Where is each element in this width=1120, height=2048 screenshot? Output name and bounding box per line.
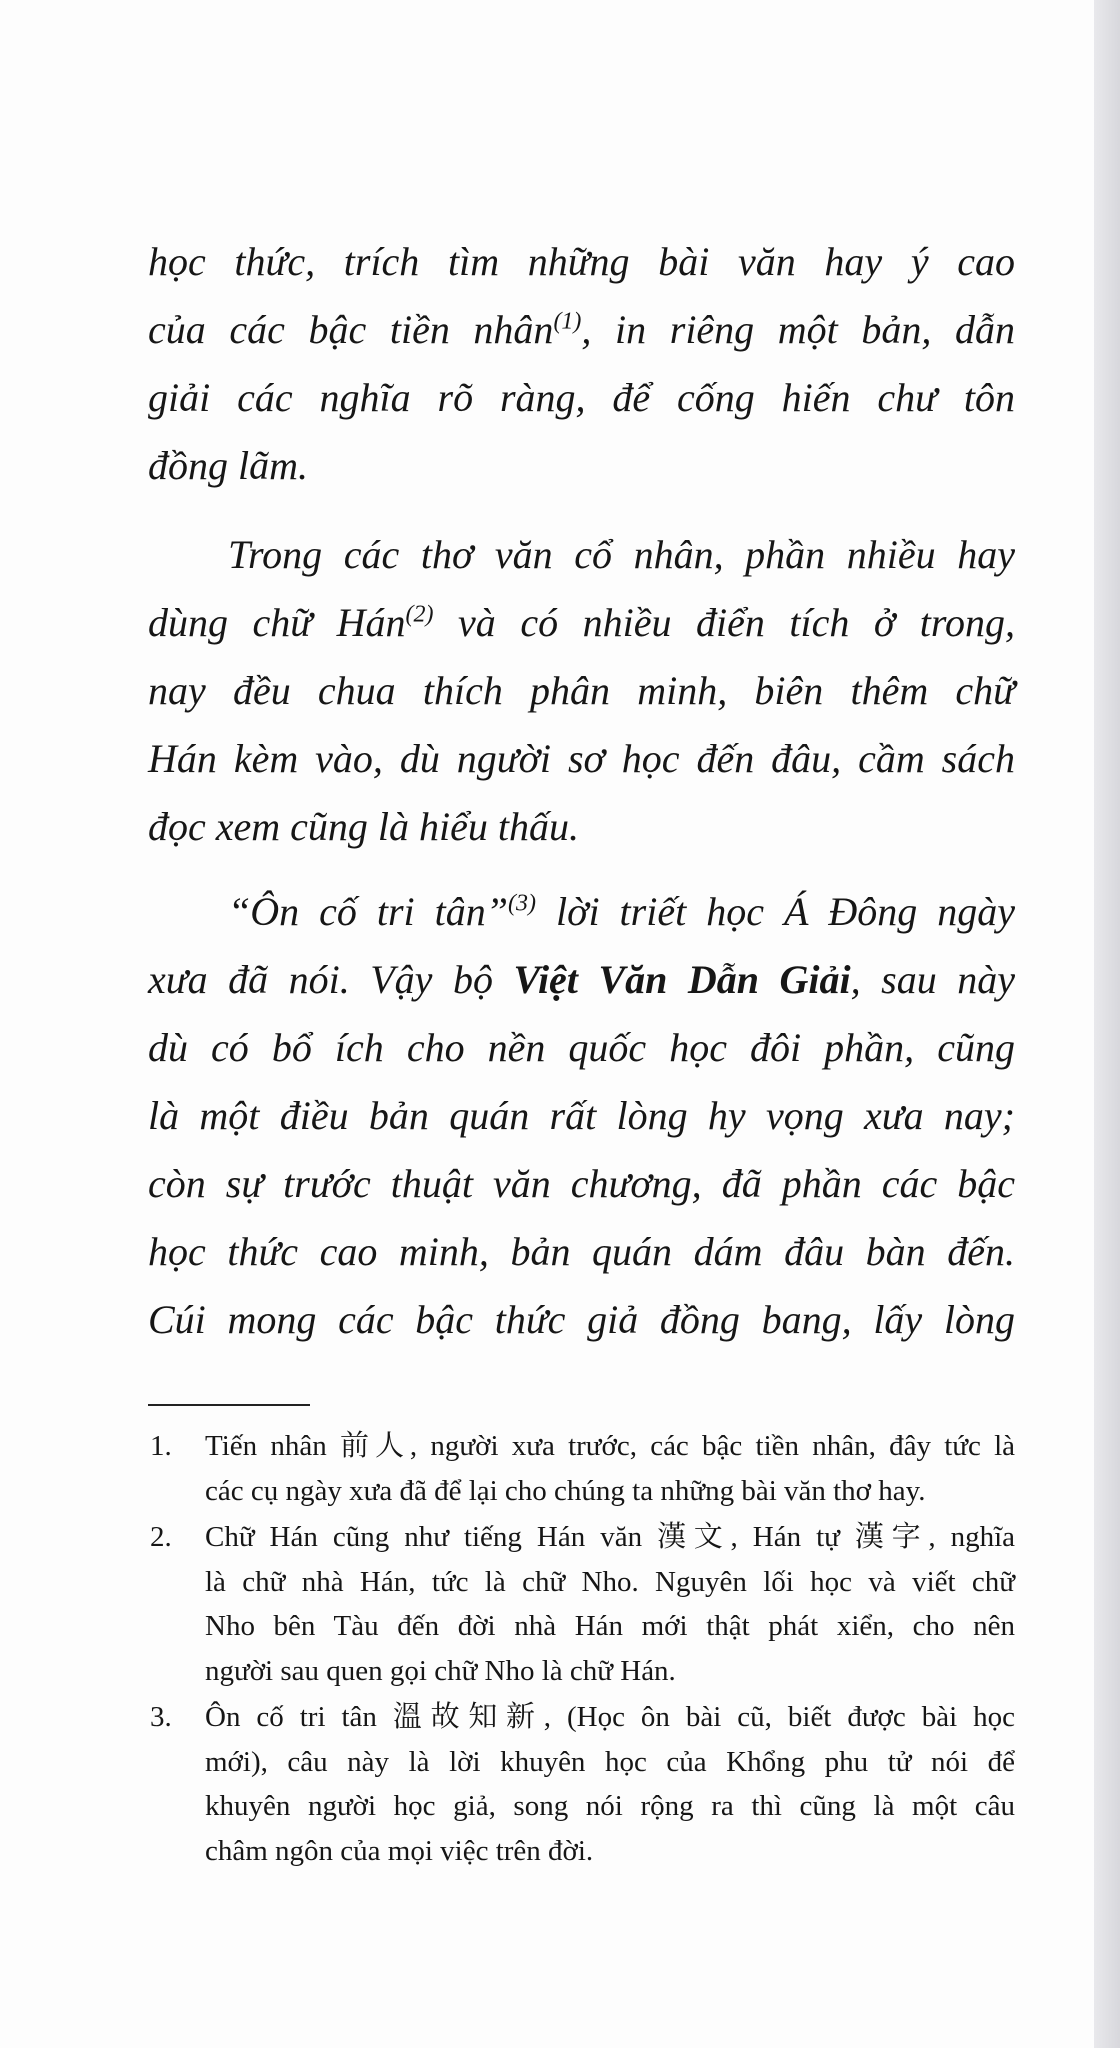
footnote-line: Tiến nhân 前人, người xưa trước, các bậc tiền nhân, đây tức là [205,1430,1015,1462]
footnote-number: 3. [150,1701,172,1733]
footnote-number: 1. [150,1430,172,1462]
text-segment: còn sự trước thuật văn chương, đã phần các bậc [148,1161,1015,1206]
footnote-line: khuyên người học giả, song nói rộng ra thì cũng là một câu [205,1790,1015,1822]
text-segment: lời triết học Á Đông ngày [536,889,1015,934]
footnote-line: người sau quen gọi chữ Nho là chữ Hán. [205,1654,676,1687]
text-segment: , sau này [850,957,1016,1002]
text-segment: đọc xem cũng là hiểu thấu. [148,804,579,849]
text-segment: giải các nghĩa rõ ràng, để cống hiến chư tôn [148,375,1015,420]
footnote-rule [148,1404,310,1406]
text-segment: Trong các thơ văn cổ nhân, phần nhiều hay [228,532,1015,577]
text-segment: và có nhiều điển tích ở trong, [433,600,1015,645]
text-segment: Cúi mong các bậc thức giả đồng bang, lấy lòng [148,1297,1015,1342]
footnote-line: các cụ ngày xưa đã để lại cho chúng ta những bài văn thơ hay. [205,1474,926,1507]
text-segment: của các bậc tiền nhân [148,307,554,352]
footnote-line: châm ngôn của mọi việc trên đời. [205,1834,594,1867]
footnote-ref: (2) [405,601,434,628]
text-segment: dùng chữ Hán [148,600,406,645]
body-line [148,238,1015,286]
text-segment: , in riêng một bản, dẫn [581,307,1016,352]
text-segment: dù có bổ ích cho nền quốc học đôi phần, cũng [148,1025,1015,1070]
footnote-line: mới), câu này là lời khuyên học của Khổng phu tử nói để [205,1745,1015,1778]
body-line [148,1024,1015,1072]
body-line [148,803,1015,851]
body-line [148,1092,1015,1140]
text-segment: đồng lãm. [148,443,308,488]
body-line [148,735,1015,783]
footnote-ref: (3) [508,890,536,917]
footnote-line: Nho bên Tàu đến đời nhà Hán mới thật phát xiển, cho nên [205,1610,1015,1642]
footnote-ref: (1) [553,308,582,335]
footnote-number: 2. [150,1521,172,1553]
body-line [228,888,1015,936]
text-segment: là một điều bản quán rất lòng hy vọng xưa nay; [148,1093,1015,1138]
body-line [148,442,1015,490]
page-edge [1094,0,1120,2048]
body-line [228,531,1015,579]
text-segment: xưa đã nói. Vậy bộ [148,957,514,1002]
body-line [148,1160,1015,1208]
text-segment: học thức, trích tìm những bài văn hay ý cao [148,239,1015,284]
body-line [148,956,1015,1004]
body-line [148,667,1015,715]
text-segment: nay đều chua thích phân minh, biên thêm chữ [148,668,1015,713]
body-line [148,1296,1015,1344]
footnote-line: là chữ nhà Hán, tức là chữ Nho. Nguyên lối học và viết chữ [205,1565,1015,1598]
text-segment: Hán kèm vào, dù người sơ học đến đâu, cầm sách [148,736,1015,781]
text-segment: “Ôn cố tri tân” [228,889,509,934]
text-segment: học thức cao minh, bản quán dám đâu bàn đến. [148,1229,1015,1274]
body-line [148,374,1015,422]
body-line [148,306,1015,354]
body-line [148,599,1015,647]
book-title: Việt Văn Dẫn Giải [513,957,851,1002]
footnote-line: Chữ Hán cũng như tiếng Hán văn 漢文, Hán tự 漢字, nghĩa [205,1521,1015,1553]
body-line [148,1228,1015,1276]
footnote-line: Ôn cố tri tân 溫故知新, (Học ôn bài cũ, biết được bài học [205,1701,1015,1733]
